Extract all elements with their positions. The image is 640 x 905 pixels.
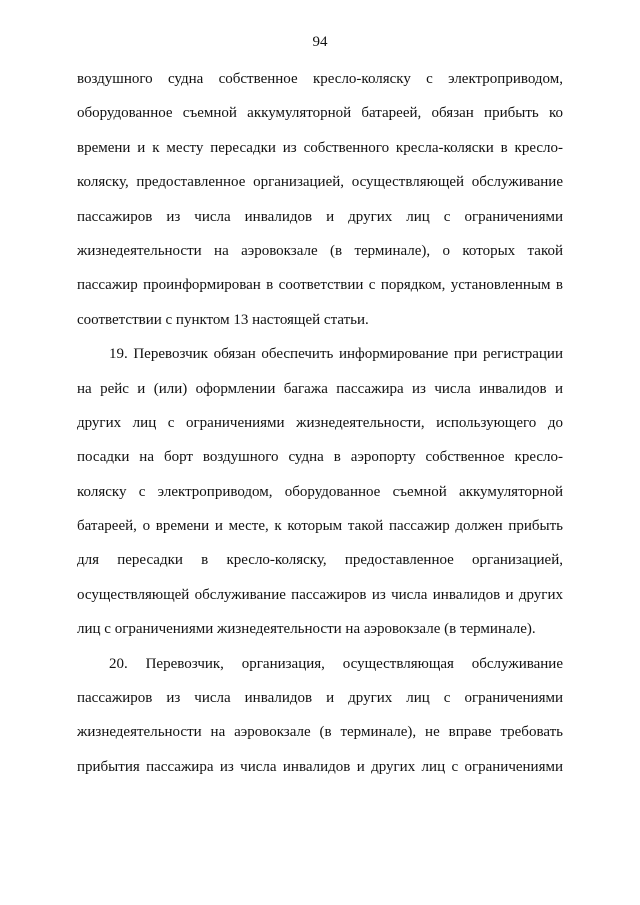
text-line: времени и к месту пересадки из собственного кресла-коляски в кресло- bbox=[77, 139, 563, 156]
text-line: других лиц с ограничениями жизнедеятельности, использующего до bbox=[77, 414, 563, 431]
text-line: жизнедеятельности на аэровокзале (в терминале), не вправе требовать bbox=[77, 724, 563, 741]
text-line: оборудованное съемной аккумуляторной батареей, обязан прибыть ко bbox=[77, 105, 563, 122]
text-line: батареей, о времени и месте, к которым такой пассажир должен прибыть bbox=[77, 518, 563, 535]
text-line: лиц с ограничениями жизнедеятельности на аэровокзале (в терминале). bbox=[77, 621, 536, 638]
page-number: 94 bbox=[312, 34, 328, 50]
body-text bbox=[77, 62, 563, 784]
text-line: пассажиров из числа инвалидов и других лиц с ограничениями bbox=[77, 208, 563, 225]
text-line: прибытия пассажира из числа инвалидов и других лиц с ограничениями bbox=[77, 758, 563, 775]
text-line: 20. Перевозчик, организация, осуществляющая обслуживание bbox=[109, 655, 563, 672]
text-line: осуществляющей обслуживание пассажиров из числа инвалидов и других bbox=[77, 586, 563, 603]
text-line: 19. Перевозчик обязан обеспечить информирование при регистрации bbox=[109, 346, 563, 363]
text-line: пассажир проинформирован в соответствии с порядком, установленным в bbox=[77, 277, 563, 294]
text-line: соответствии с пунктом 13 настоящей статьи. bbox=[77, 311, 369, 328]
text-line: жизнедеятельности на аэровокзале (в терминале), о которых такой bbox=[77, 242, 563, 259]
text-line: для пересадки в кресло-коляску, предоставленное организацией, bbox=[77, 552, 563, 569]
text-line: воздушного судна собственное кресло-коляску с электроприводом, bbox=[77, 71, 563, 87]
text-line: посадки на борт воздушного судна в аэропорту собственное кресло- bbox=[77, 449, 563, 466]
text-line: на рейс и (или) оформлении багажа пассажира из числа инвалидов и bbox=[77, 380, 563, 397]
text-line: коляску, предоставленное организацией, осуществляющей обслуживание bbox=[77, 174, 563, 191]
text-line: коляску с электроприводом, оборудованное съемной аккумуляторной bbox=[77, 483, 563, 500]
text-line: пассажиров из числа инвалидов и других лиц с ограничениями bbox=[77, 690, 563, 707]
